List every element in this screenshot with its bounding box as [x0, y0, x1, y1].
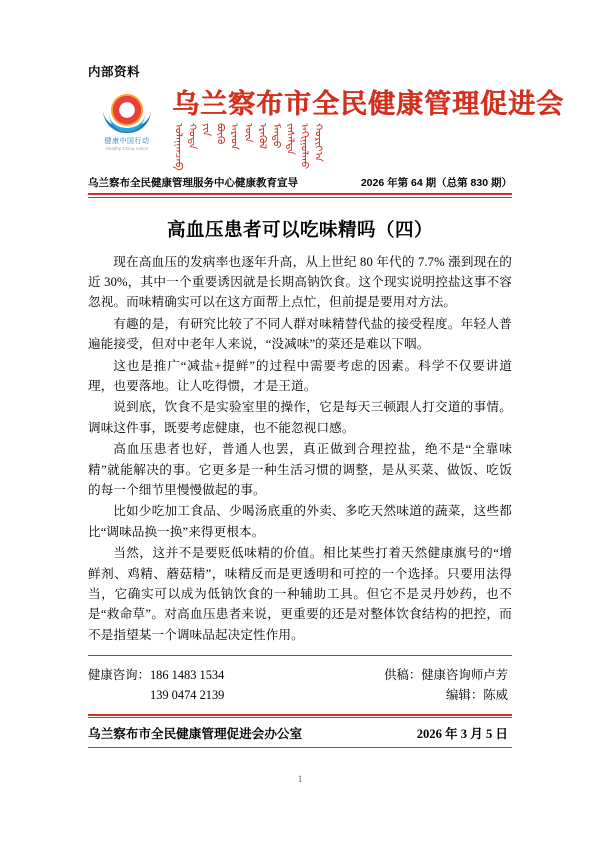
issuing-office: 乌兰察布市全民健康管理促进会办公室 [88, 727, 303, 742]
mongolian-column: ᠠᠷᠠᠳ [228, 123, 240, 150]
health-hotline-number-1: 186 1483 1534 [149, 668, 225, 683]
organization-logo [88, 88, 166, 151]
mongolian-column: ᠡᠷᠡᠭᠦᠯ [256, 123, 268, 150]
healthy-china-emblem-icon [100, 92, 154, 134]
health-hotline-label: 健康咨询： [88, 668, 150, 683]
editor-name: 陈威 [483, 687, 508, 702]
footer-line [88, 718, 512, 747]
page-number: 1 [297, 774, 303, 785]
mongolian-column: ᠠᠬᠢᠭᠤᠯᠬᠤ [298, 123, 310, 170]
article-paragraph: 比如少吃加工食品、少喝汤底重的外卖、多吃天然味道的蔬菜，这些都比“调味品换一换”来得更根本。 [88, 504, 512, 539]
mongolian-column: ᠬᠣᠲᠠ [186, 123, 198, 150]
logo-label-cn: 健康中国行动 [104, 138, 150, 145]
article-paragraph: 这也是推广“减盐+提鲜”的过程中需要考虑的因素。科学不仅要讲道理，也要落地。让人吃得惯，才是王道。 [88, 358, 512, 393]
health-hotline-primary [88, 666, 224, 686]
mongolian-title [172, 123, 564, 169]
article-body [88, 252, 512, 645]
mongolian-column: ᠬᠣᠷᠢᠶ᠎ᠠ [312, 123, 324, 162]
article-paragraph: 说到底，饮食不是实验室里的操作，它是每天三顿跟人打交道的事情。调味这件事，既要考虑健康，也不能忽视口感。 [88, 400, 512, 435]
header-divider-thin [88, 197, 512, 198]
masthead-text [172, 88, 564, 169]
article-paragraph: 有趣的是，有研究比较了不同人群对味精替代盐的接受程度。年轻人普遍能接受，但对中老年人来说，“没减味”的菜还是难以下咽。 [88, 316, 512, 352]
header-divider-thick [88, 193, 512, 195]
internal-material-label: 内部资料 [88, 65, 141, 79]
contact-block [88, 666, 512, 706]
issue-number: 2026 年第 64 期（总第 830 期） [360, 177, 512, 190]
contributor-label: 供稿： [384, 668, 422, 683]
mongolian-column: ᠪᠦᠬᠦ [214, 123, 226, 145]
page-title: 高血压患者可以吃味精吗（四） [166, 220, 433, 241]
footer-divider-bottom [88, 747, 512, 748]
health-hotline-number-2: 139 0474 2139 [150, 687, 225, 702]
mongolian-column: ᠵᠠᠰᠠᠯᠲᠠ [284, 123, 296, 155]
mongolian-column: ᠦᠨ [242, 123, 254, 143]
editor-row [446, 686, 512, 706]
mongolian-column: ᠮᠡᠨᠳᠦ [270, 123, 282, 149]
issue-date: 2026 年 3 月 5 日 [416, 727, 508, 742]
logo-label-en: Healthy China Action [105, 146, 149, 151]
contact-row [88, 686, 512, 706]
contact-row [88, 666, 512, 686]
editor-label: 编辑： [446, 687, 484, 702]
masthead [88, 88, 564, 171]
issue-line [88, 175, 512, 193]
contact-divider-top [88, 655, 512, 656]
article-paragraph: 当然，这并不是要贬低味精的价值。相比某些打着天然健康旗号的“增鲜剂、鸡精、蘑菇精”，味精反而是更透明和可控的一个选择。只要用法得当，它确实可以成为低钠饮食的一种辅助工具。但它不是灵丹妙药，也不是“救命草”。对高血压患者来说，更重要的还是对整体饮食结构的把控，而不是指望某一个调味品起决定性作用。 [88, 546, 512, 642]
issue-source: 乌兰察布全民健康管理服务中心健康教育宣导 [88, 177, 298, 190]
article-paragraph: 现在高血压的发病率也逐年升高，从上世纪 80 年代的 7.7% 漲到现在的近 30%，其中一个重要诱因就是长期高钠饮食。这个现实说明控盐这事不容忽视。而味精确实可以在这方面帮上点忙，但前提是要用对方法。 [88, 254, 512, 310]
contributor-row [384, 666, 512, 686]
footer-divider-thick [88, 714, 512, 716]
mongolian-column: ᠤᠯᠠᠭᠠᠨᠴᠠᠪ [172, 123, 184, 171]
footer [88, 714, 512, 749]
mongolian-column: ᠶᠢᠨ [200, 123, 212, 137]
article-paragraph: 高血压患者也好，普通人也罢，真正做到合理控盐，绝不是“全靠味精”就能解决的事。它更多是一种生活习惯的调整，是从买菜、做饭、吃饭的每一个细节里慢慢做起的事。 [88, 442, 512, 497]
organization-title: 乌兰察布市全民健康管理促进会 [172, 89, 564, 119]
contributor-name: 健康咨询师卢芳 [421, 668, 508, 683]
